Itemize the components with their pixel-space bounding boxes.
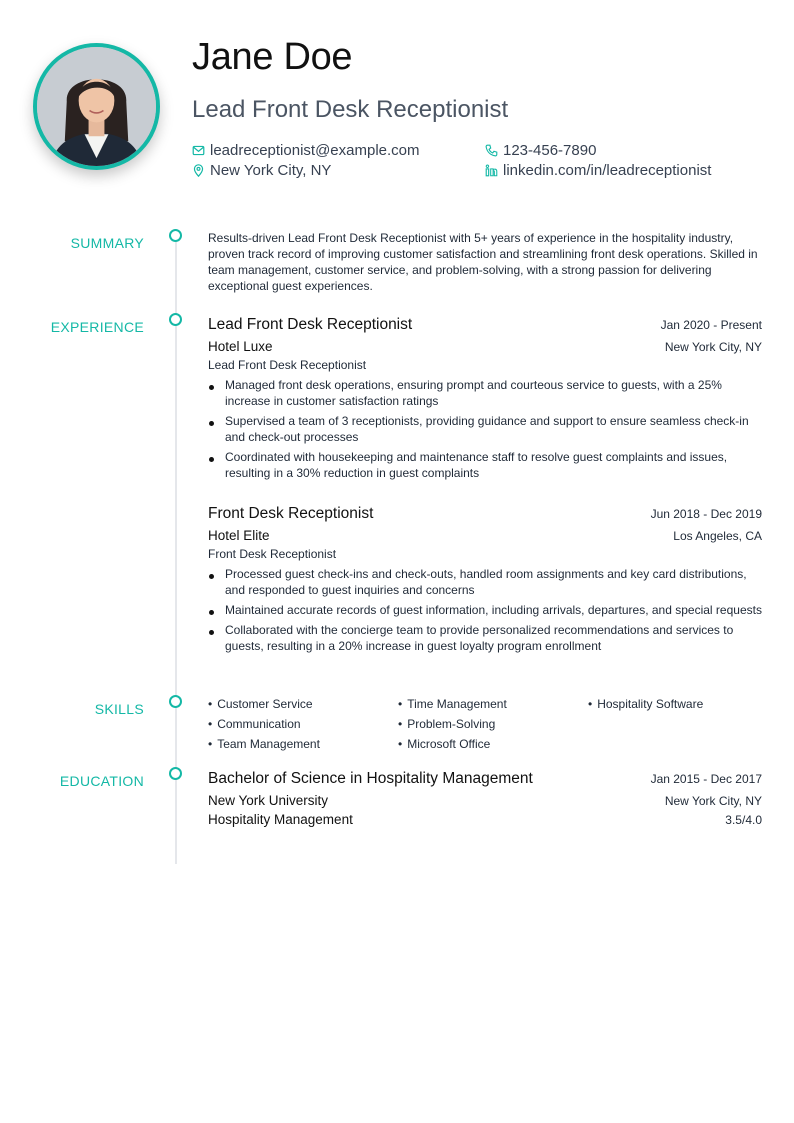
skills-grid bbox=[208, 696, 764, 752]
job-role: Front Desk Receptionist bbox=[208, 547, 337, 561]
candidate-name: Jane Doe bbox=[192, 36, 353, 78]
section-title-skills: SKILLS bbox=[94, 701, 144, 717]
job-role: Lead Front Desk Receptionist bbox=[208, 358, 367, 372]
job-location: New York City, NY bbox=[664, 340, 762, 354]
section-title-experience: EXPERIENCE bbox=[50, 319, 144, 335]
candidate-headline: Lead Front Desk Receptionist bbox=[192, 96, 509, 123]
skill-item: • Time Management bbox=[398, 696, 588, 712]
section-title-summary: SUMMARY bbox=[70, 235, 144, 251]
location-text: New York City, NY bbox=[210, 162, 332, 179]
job-dates: Jun 2018 - Dec 2019 bbox=[650, 507, 762, 521]
phone-text: 123-456-7890 bbox=[503, 142, 597, 159]
job-dates: Jan 2020 - Present bbox=[660, 318, 762, 332]
map-pin-icon bbox=[192, 164, 205, 177]
job-bullet: Coordinated with housekeeping and maintenance staff to resolve guest complaints and issues, resulting in a 30% reduction in guest complaints bbox=[208, 449, 762, 481]
skills-timeline-dot bbox=[169, 695, 182, 708]
field-of-study: Hospitality Management bbox=[208, 812, 353, 827]
job-location: Los Angeles, CA bbox=[673, 529, 762, 543]
summary-text: Results-driven Lead Front Desk Receptionist with 5+ years of experience in the hospitality industry, proven track record of improving customer satisfaction and streamlining front desk operations. Skilled in team management, customer service, and problem-solving, with a strong passion for delivering exceptional guest experiences. bbox=[208, 231, 758, 293]
job-bullet: Processed guest check-ins and check-outs, handled room assignments and key card distributions, and responded to guest inquiries and concerns bbox=[208, 566, 762, 598]
education-timeline-dot bbox=[169, 767, 182, 780]
job-bullet: Supervised a team of 3 receptionists, providing guidance and support to ensure seamless check-in and check-out processes bbox=[208, 413, 762, 445]
phone-contact[interactable] bbox=[485, 142, 596, 159]
job-bullet: Managed front desk operations, ensuring prompt and courteous service to guests, with a 25% increase in customer satisfaction ratings bbox=[208, 377, 762, 409]
section-title-education: EDUCATION bbox=[59, 773, 144, 789]
company-name: Hotel Luxe bbox=[208, 339, 273, 354]
linkedin-icon bbox=[485, 164, 498, 177]
experience-timeline-dot bbox=[169, 313, 182, 326]
company-name: Hotel Elite bbox=[208, 528, 270, 543]
skill-item: • Microsoft Office bbox=[398, 736, 588, 752]
experience-entry bbox=[208, 316, 762, 485]
education-dates: Jan 2015 - Dec 2017 bbox=[650, 772, 762, 786]
skill-item: • Customer Service bbox=[208, 696, 398, 712]
skills-grid-spacer bbox=[588, 716, 764, 732]
skill-item: • Problem-Solving bbox=[398, 716, 588, 732]
education-entry bbox=[208, 770, 762, 827]
envelope-icon bbox=[192, 144, 205, 157]
gpa: 3.5/4.0 bbox=[725, 813, 762, 827]
skill-item: • Hospitality Software bbox=[588, 696, 764, 712]
phone-icon bbox=[485, 144, 498, 157]
school-name: New York University bbox=[208, 793, 329, 808]
skill-item: • Team Management bbox=[208, 736, 398, 752]
email-contact[interactable] bbox=[192, 142, 420, 159]
job-bullets bbox=[208, 377, 762, 481]
profile-photo bbox=[33, 43, 160, 170]
email-text: leadreceptionist@example.com bbox=[210, 142, 420, 159]
school-location: New York City, NY bbox=[664, 794, 762, 808]
job-title: Front Desk Receptionist bbox=[208, 505, 374, 522]
job-title: Lead Front Desk Receptionist bbox=[208, 316, 413, 333]
degree-title: Bachelor of Science in Hospitality Management bbox=[208, 770, 533, 787]
job-bullets bbox=[208, 566, 762, 654]
skill-item: • Communication bbox=[208, 716, 398, 732]
job-bullet: Maintained accurate records of guest information, including arrivals, departures, and special requests bbox=[208, 602, 762, 618]
linkedin-contact[interactable] bbox=[485, 162, 711, 179]
experience-entry bbox=[208, 505, 762, 658]
job-bullet: Collaborated with the concierge team to provide personalized recommendations and services to guests, resulting in a 20% increase in guest loyalty program enrollment bbox=[208, 622, 762, 654]
location-contact bbox=[192, 162, 331, 179]
linkedin-text: linkedin.com/in/leadreceptionist bbox=[503, 162, 712, 179]
summary-timeline-dot bbox=[169, 229, 182, 242]
